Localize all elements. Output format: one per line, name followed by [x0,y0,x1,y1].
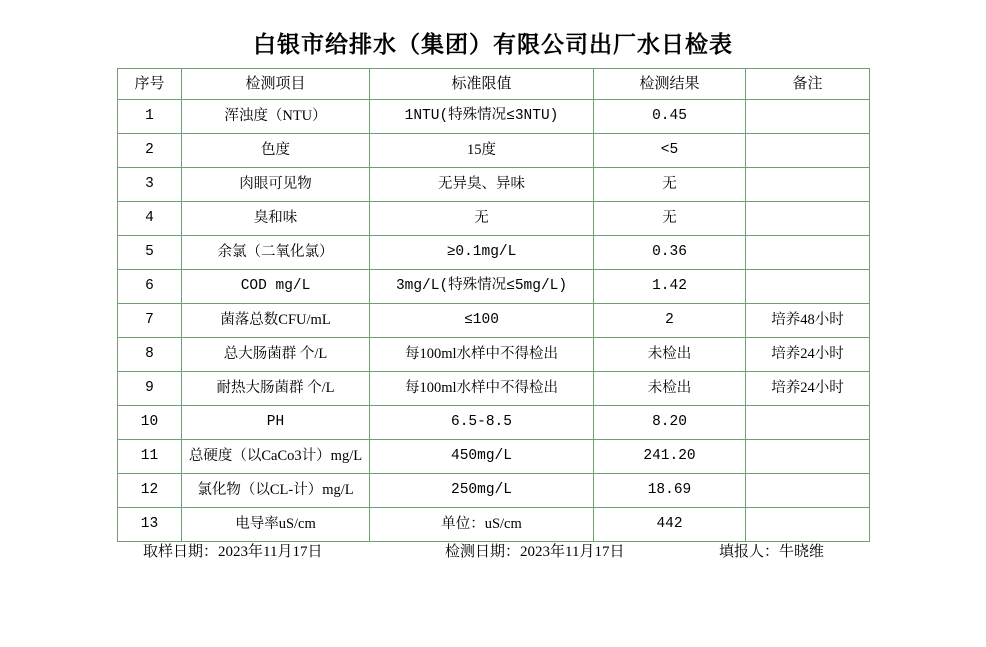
cell-limit: 无异臭、异味 [370,168,594,202]
cell-limit: 3mg/L(特殊情况≤5mg/L) [370,270,594,304]
cell-no: 11 [118,440,182,474]
cell-no: 6 [118,270,182,304]
column-header-no: 序号 [118,69,182,100]
table-row [118,134,870,168]
cell-item: 余氯（二氧化氯） [182,236,370,270]
table-row [118,168,870,202]
table-row [118,202,870,236]
cell-no: 9 [118,372,182,406]
cell-remark [746,168,870,202]
cell-item: 电导率uS/cm [182,508,370,542]
table-header-row [118,69,870,100]
cell-limit: 单位：uS/cm [370,508,594,542]
cell-no: 5 [118,236,182,270]
column-header-result: 检测结果 [594,69,746,100]
cell-remark [746,236,870,270]
cell-result: 8.20 [594,406,746,440]
table-row [118,474,870,508]
cell-item: 菌落总数CFU/mL [182,304,370,338]
cell-no: 8 [118,338,182,372]
cell-result: 2 [594,304,746,338]
cell-limit: 450mg/L [370,440,594,474]
cell-no: 1 [118,100,182,134]
table-row [118,338,870,372]
cell-item: PH [182,406,370,440]
cell-result: 18.69 [594,474,746,508]
cell-no: 7 [118,304,182,338]
cell-result: 无 [594,202,746,236]
sampling-date: 取样日期：2023年11月17日 [143,544,323,560]
cell-result: 241.20 [594,440,746,474]
cell-item: 耐热大肠菌群 个/L [182,372,370,406]
cell-remark [746,406,870,440]
cell-limit: 每100ml水样中不得检出 [370,338,594,372]
cell-remark: 培养24小时 [746,338,870,372]
page-title: 白银市给排水（集团）有限公司出厂水日检表 [253,32,733,57]
cell-result: 0.36 [594,236,746,270]
cell-no: 13 [118,508,182,542]
cell-limit: ≥0.1mg/L [370,236,594,270]
cell-remark [746,100,870,134]
testing-date: 检测日期：2023年11月17日 [445,544,625,560]
cell-limit: 每100ml水样中不得检出 [370,372,594,406]
table-row [118,372,870,406]
cell-remark [746,270,870,304]
cell-remark: 培养48小时 [746,304,870,338]
cell-item: 总大肠菌群 个/L [182,338,370,372]
cell-item: 浑浊度（NTU） [182,100,370,134]
cell-item: 色度 [182,134,370,168]
cell-result: 1.42 [594,270,746,304]
column-header-remark: 备注 [746,69,870,100]
cell-remark [746,474,870,508]
cell-limit: 6.5-8.5 [370,406,594,440]
cell-result: 未检出 [594,372,746,406]
cell-item: COD mg/L [182,270,370,304]
cell-remark: 培养24小时 [746,372,870,406]
cell-remark [746,508,870,542]
cell-limit: 无 [370,202,594,236]
cell-result: <5 [594,134,746,168]
filler-name: 填报人：牛晓维 [719,544,825,560]
cell-limit: 15度 [370,134,594,168]
cell-item: 总硬度（以CaCo3计）mg/L [182,440,370,474]
table-row [118,270,870,304]
cell-no: 4 [118,202,182,236]
water-quality-table [117,68,870,542]
cell-result: 0.45 [594,100,746,134]
cell-no: 12 [118,474,182,508]
cell-remark [746,202,870,236]
cell-remark [746,134,870,168]
document-footer [117,540,877,564]
table-row [118,406,870,440]
cell-no: 3 [118,168,182,202]
cell-limit: ≤100 [370,304,594,338]
cell-item: 肉眼可见物 [182,168,370,202]
cell-item: 臭和味 [182,202,370,236]
cell-result: 未检出 [594,338,746,372]
cell-limit: 1NTU(特殊情况≤3NTU) [370,100,594,134]
cell-no: 2 [118,134,182,168]
cell-result: 无 [594,168,746,202]
cell-no: 10 [118,406,182,440]
table-row [118,100,870,134]
table-row [118,304,870,338]
table-row [118,440,870,474]
table-row [118,508,870,542]
cell-limit: 250mg/L [370,474,594,508]
cell-result: 442 [594,508,746,542]
cell-remark [746,440,870,474]
column-header-limit: 标准限值 [370,69,594,100]
table-row [118,236,870,270]
cell-item: 氯化物（以CL-计）mg/L [182,474,370,508]
column-header-item: 检测项目 [182,69,370,100]
